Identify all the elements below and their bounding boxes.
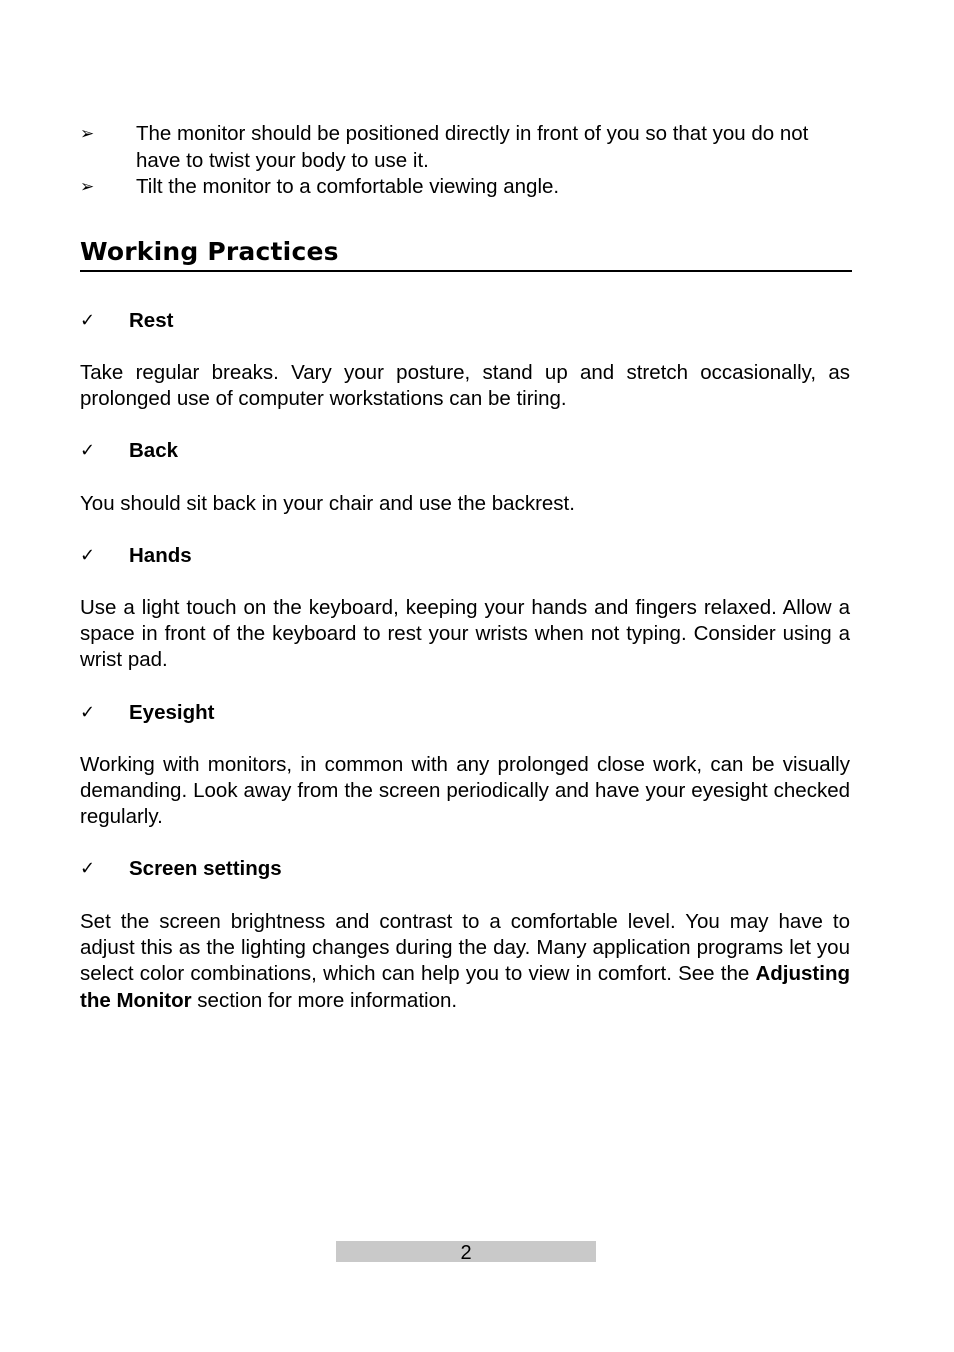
section-reference: Adjusting the Monitor: [80, 962, 850, 1012]
arrow-bullet-icon: ➢: [80, 124, 95, 143]
practice-text-eyesight: Working with monitors, in common with any prolonged close work, can be visually demanding. Look away from the screen periodically and have your eyesight checked regularly.: [80, 753, 850, 829]
practice-text-part: Set the screen brightness and contrast to a comfortable level. You may have to adjust this as the lighting changes during the day. Many application programs let you select color combinations, which can help you to view in comfort. See the: [80, 910, 850, 986]
page-number: 2: [460, 1242, 472, 1264]
page-number-bar: [336, 1241, 596, 1262]
checkmark-icon: ✓: [80, 858, 96, 879]
checkmark-icon: ✓: [80, 310, 96, 331]
section-title: Working Practices: [80, 236, 852, 272]
practice-text-part: section for more information.: [191, 988, 458, 1012]
practice-text-back: You should sit back in your chair and use the backrest.: [80, 492, 575, 515]
monitor-position-list: [80, 121, 850, 201]
checkmark-icon: ✓: [80, 545, 96, 566]
practice-text-rest: Take regular breaks. Vary your posture, stand up and stretch occasionally, as prolonged use of computer workstations can be tiring.: [80, 361, 850, 411]
practice-text-screen-settings: [80, 909, 850, 1014]
checkmark-icon: ✓: [80, 702, 96, 723]
practice-heading-label: Hands: [129, 544, 192, 567]
bullet-text: The monitor should be positioned directly in front of you so that you do not have to twist your body to use it.: [136, 122, 809, 172]
list-item: [80, 174, 850, 201]
list-item: [80, 121, 850, 174]
bullet-text: Tilt the monitor to a comfortable viewing angle.: [136, 175, 560, 198]
practice-heading-label: Back: [129, 439, 179, 462]
practice-heading-label: Eyesight: [129, 701, 215, 724]
arrow-bullet-icon: ➢: [80, 177, 95, 196]
practice-heading-label: Rest: [129, 309, 174, 332]
practice-heading-label: Screen settings: [129, 857, 282, 880]
checkmark-icon: ✓: [80, 440, 96, 461]
practice-text-hands: Use a light touch on the keyboard, keeping your hands and fingers relaxed. Allow a space in front of the keyboard to rest your wrists when not typing. Consider using a wrist pad.: [80, 596, 850, 672]
